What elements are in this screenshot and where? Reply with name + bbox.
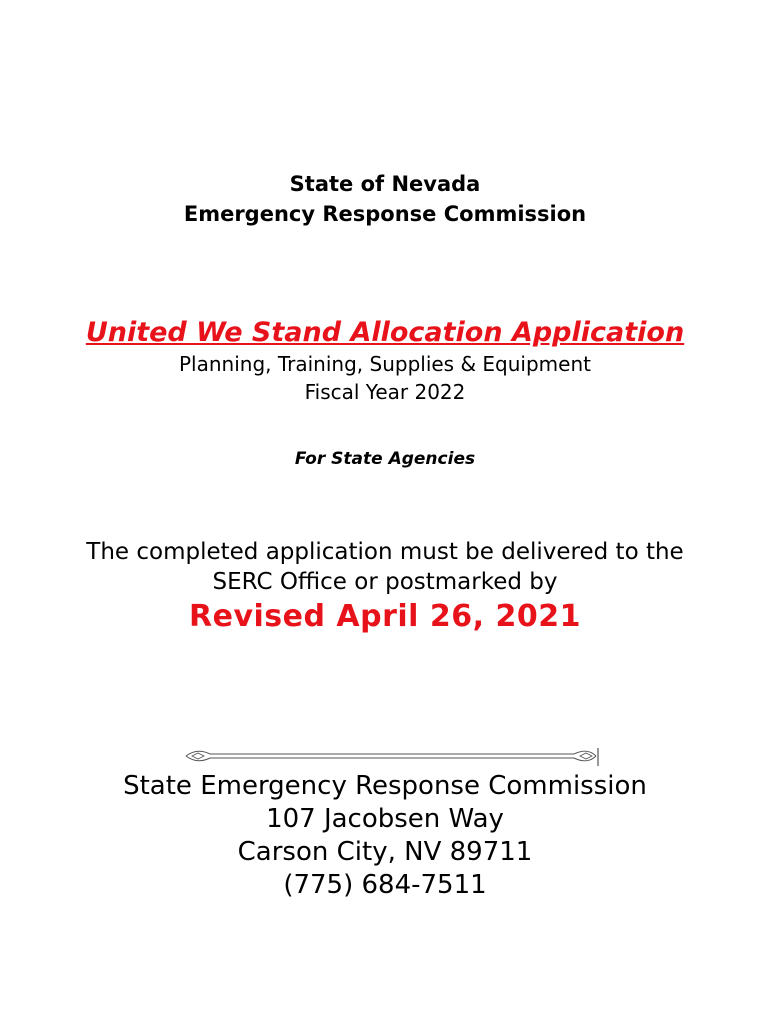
fiscal-year: Fiscal Year 2022 [304,380,466,404]
notice-line-2: SERC Office or postmarked by [212,569,558,595]
contact-organization: State Emergency Response Commission [123,771,647,801]
agency-state: State of Nevada [289,172,481,196]
contact-street: 107 Jacobsen Way [266,804,504,834]
deadline-date: Revised April 26, 2021 [189,599,581,634]
divider-ornament [182,746,602,768]
agency-name: Emergency Response Commission [183,202,587,226]
notice-line-1: The completed application must be delivered to the [86,539,684,565]
application-title: United We Stand Allocation Application [85,317,685,348]
contact-city: Carson City, NV 89711 [237,837,533,867]
contact-phone: (775) 684-7511 [283,870,487,900]
application-subtitle: Planning, Training, Supplies & Equipment [179,352,591,376]
audience-label: For State Agencies [294,449,476,469]
